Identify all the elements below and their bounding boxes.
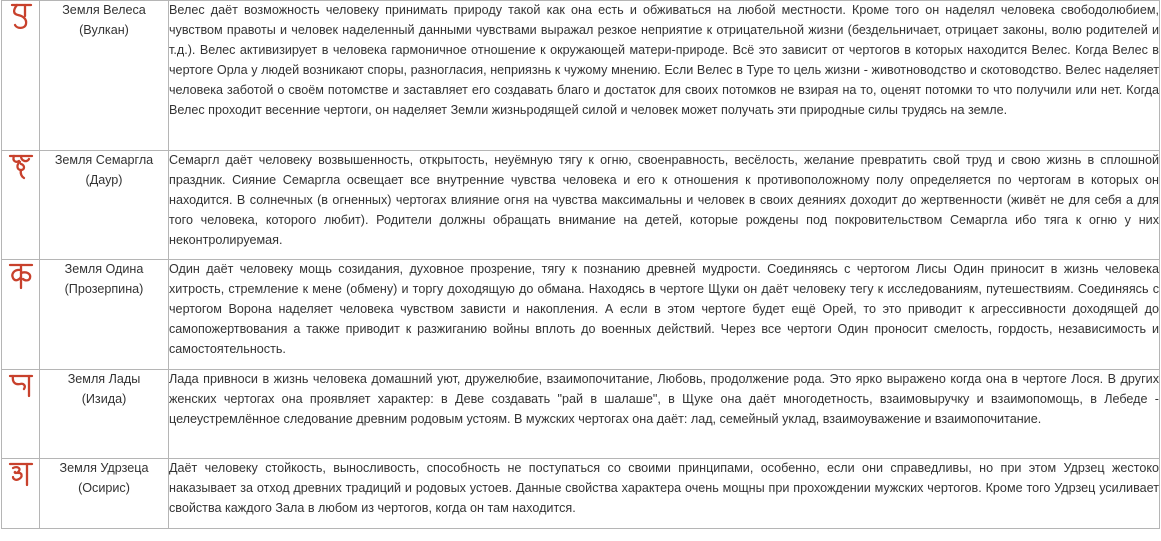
planet-name: Земля Семаргла <box>54 153 154 167</box>
table-row <box>2 459 1160 529</box>
table-row <box>2 260 1160 370</box>
planet-name: Земля Лады <box>67 372 141 386</box>
planets-table <box>1 0 1160 529</box>
symbol-cell <box>2 1 40 151</box>
planet-name: Земля Велеса <box>62 3 146 17</box>
planet-description: Лада привноси в жизнь человека домашний уют, дружелюбие, взаимопочитание, Любовь, продолжение рода. Это ярко выражено когда она в чертоге Лося. В других женских чертогах она проявляет характер: в Деве создавать "рай в шалаше", в Щуке она даёт многодетность, взаимовыручку и взаимопомощь, в Лебеде - целеустремлённое следование древним родовым устоям. В мужских чертогах она даёт: лад, семейный уклад, взаимоуважение и взаимопочитание. <box>169 370 1160 459</box>
planet-alias: (Изида) <box>81 391 127 406</box>
semargl-glyph-icon <box>7 151 35 181</box>
table-row <box>2 370 1160 459</box>
planet-alias: (Даур) <box>85 172 123 187</box>
planet-alias: (Прозерпина) <box>64 281 144 296</box>
planet-description: Семаргл даёт человеку возвышенность, открытость, неуёмную тягу к огню, своенравность, весёлость, желание превратить свой труд и свою жизнь в сплошной праздник. Сияние Семаргла освещает все внутренние чувства человека и его к отношения к противоположному полу определяется по чертогам в которых он находится. В солнечных (в огненных) чертогах влияние огня на чувства максимальны и человек в своих деяниях доходит до жертвенности (живёт не для себя а для того человека, которого любит). Родители должны обращать внимание на детей, которые рождены под покровительством Семаргла ибо тяга к огню у них неконтролируемая. <box>169 151 1160 260</box>
udrzec-glyph-icon <box>7 459 35 489</box>
planet-description: Даёт человеку стойкость, выносливость, способность не поступаться со своими принципами, особенно, если они справедливы, но при этом Удрзец жестоко наказывает за отход древних традиций и родовых устоев. Данные свойства характера очень мощны при прохождении мужских чертогов. Кроме того Удрзец усиливает свойства каждого Зала в любом из чертогов, когда он там находится. <box>169 459 1160 529</box>
planet-name-cell <box>40 370 169 459</box>
planet-alias: (Вулкан) <box>79 22 129 37</box>
planet-name: Земля Удрзеца <box>59 461 149 475</box>
planet-name-cell <box>40 459 169 529</box>
symbol-cell <box>2 260 40 370</box>
planet-name: Земля Одина <box>64 262 144 276</box>
planet-name-cell <box>40 1 169 151</box>
planet-description: Один даёт человеку мощь созидания, духовное прозрение, тягу к познанию древней мудрости. Соединяясь с чертогом Лисы Один приносит в жизнь человека хитрость, стремление к мене (обмену) и торгу доходящую до обмана. Находясь в чертоге Щуки он даёт человеку тегу к исследованиям, путешествиям. Соединяясь с чертогом Ворона наделяет человека чувством зависти и накопления. А если в этом чертоге будет ещё Орей, то это приводит к агрессивности доходящей до самопожертвования а также приводит к разжиганию войны вплоть до военных действий. Через все чертоги Один проносит смелость, гордость, независимость и самостоятельность. <box>169 260 1160 370</box>
symbol-cell <box>2 459 40 529</box>
odin-glyph-icon <box>7 260 35 290</box>
planet-name-cell <box>40 260 169 370</box>
veles-glyph-icon <box>7 1 35 31</box>
table-row <box>2 151 1160 260</box>
symbol-cell <box>2 151 40 260</box>
lada-glyph-icon <box>7 370 35 400</box>
table-row <box>2 1 1160 151</box>
symbol-cell <box>2 370 40 459</box>
planet-alias: (Осирис) <box>78 480 130 495</box>
planet-description: Велес даёт возможность человеку принимать природу такой как она есть и обживаться на любой местности. Кроме того он наделял человека свободолюбием, чувством правоты и человек наделенный данными чувствами выражал резкое неприятие к отрицательной жизни (бездельничает, отрицает законы, волю родителей и т.д.). Велес активизирует в человека гармоничное отношение к окружающей матери-природе. Всё это зависит от чертогов в которых находится Велес. Когда Велес в чертоге Орла у людей возникают споры, разногласия, неприязнь к чужому мнению. Если Велес в Туре то цель жизни - животноводство и скотоводство. Велес наделяет человека заботой о своём потомстве и заставляет его создавать благо и достаток для своих потомков не взирая на то, оценят потомки то что получили или нет. Когда Велес проходит весенние чертоги, он наделяет Земли жизньродящей силой и человек может получать эти природные силы трудясь на земле. <box>169 1 1160 151</box>
planet-name-cell <box>40 151 169 260</box>
